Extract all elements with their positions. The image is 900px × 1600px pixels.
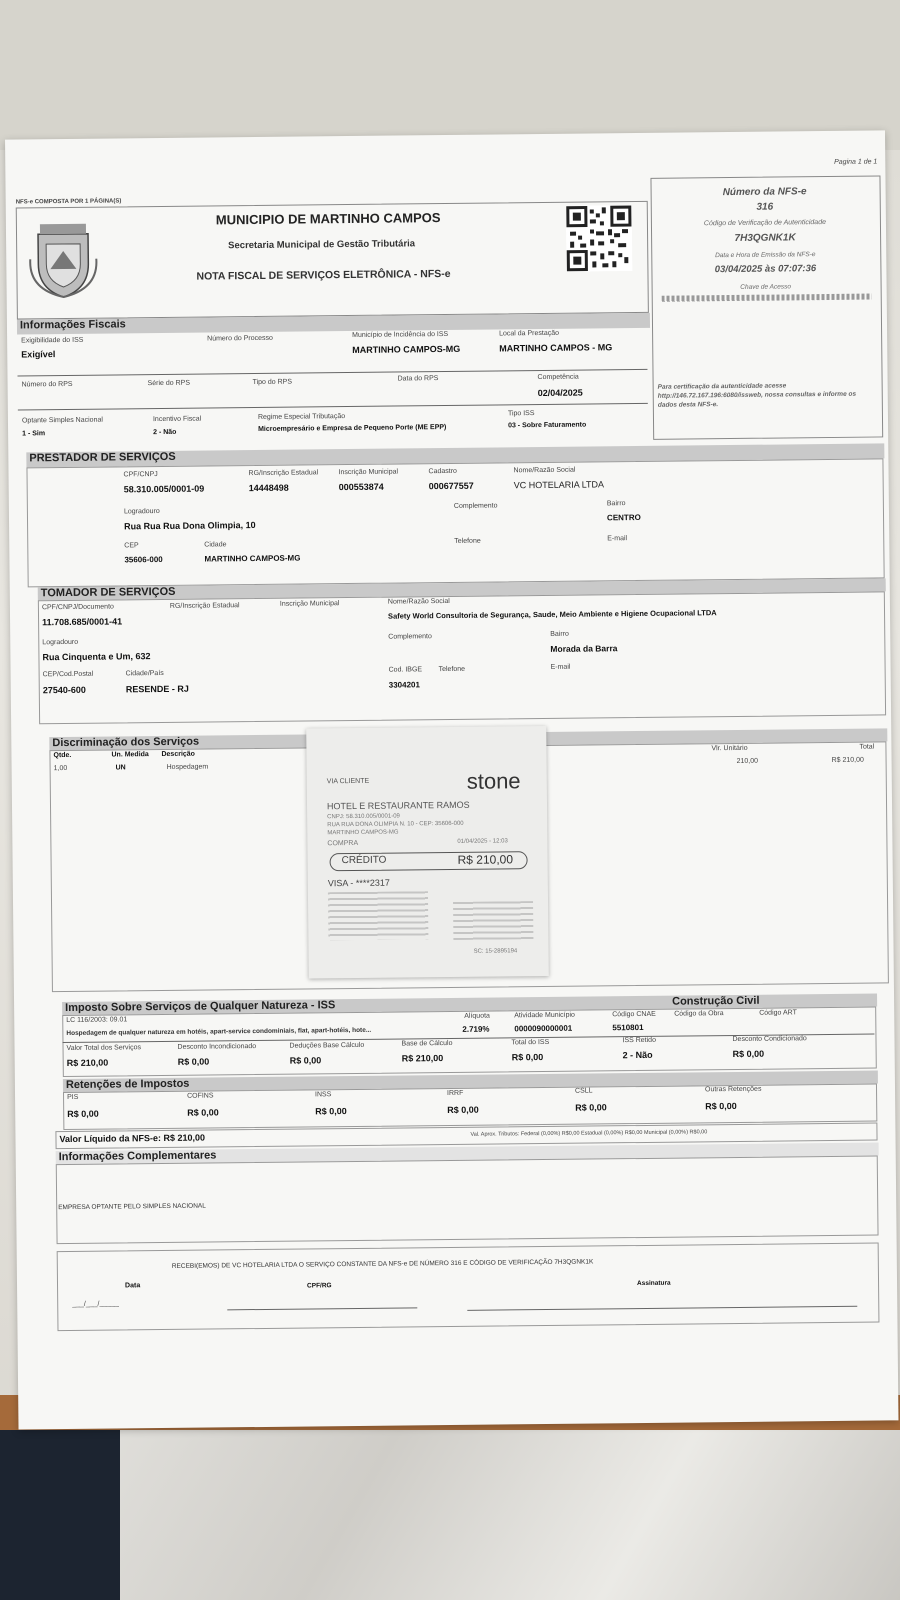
iss-ded-value: R$ 0,00 bbox=[289, 1055, 322, 1066]
iss-total-label: Total do ISS bbox=[511, 1038, 550, 1047]
tipo-iss-value: 03 - Sobre Faturamento bbox=[508, 421, 587, 430]
section-complementares: Informações Complementares bbox=[56, 1143, 879, 1165]
page-info: Pagina 1 de 1 bbox=[834, 158, 878, 166]
col-qtde: Qtde. bbox=[53, 751, 72, 760]
row-unit: 210,00 bbox=[736, 757, 759, 765]
incentivo-value: 2 - Não bbox=[153, 428, 177, 437]
prestador-logradouro-value: Rua Rua Rua Dona Olimpia, 10 bbox=[124, 520, 256, 532]
tomador-logradouro-label: Logradouro bbox=[42, 638, 79, 647]
certification-note: Para certificação da autenticidade acesse http://146.72.167.196:6080/issweb, nossa consultas e informe os dados desta NFS-e. bbox=[657, 382, 857, 409]
emission-value: 03/04/2025 às 07:07:36 bbox=[714, 263, 817, 276]
prestador-im-label: Inscrição Municipal bbox=[338, 468, 399, 477]
tomador-nome-value: Safety World Consultoria de Segurança, Saude, Meio Ambiente e Higiene Ocupacional LTDA bbox=[387, 608, 717, 621]
prestador-rg-value: 14448498 bbox=[248, 482, 289, 494]
recibo-text: RECEBI(EMOS) DE VC HOTELARIA LTDA O SERVIÇO CONSTANTE DA NFS-e DE NÚMERO 316 E CÓDIGO DE VERIFICAÇÃO 7H3QGNK1K bbox=[171, 1258, 594, 1270]
prestador-cadastro-label: Cadastro bbox=[428, 467, 457, 476]
section-retencoes: Retenções de Impostos bbox=[63, 1071, 878, 1093]
tomador-cpf-value: 11.708.685/0001-41 bbox=[42, 616, 123, 628]
tomador-logradouro-value: Rua Cinquenta e Um, 632 bbox=[42, 651, 151, 663]
regime-label: Regime Especial Tributação bbox=[257, 413, 346, 421]
ret-inss-label: INSS bbox=[315, 1091, 332, 1099]
wall-background bbox=[0, 0, 900, 150]
iss-obra-label: Código da Obra bbox=[674, 1010, 724, 1018]
row-total: R$ 210,00 bbox=[831, 756, 864, 764]
row-desc: Hospedagem bbox=[166, 763, 209, 771]
prestador-cadastro-value: 000677557 bbox=[428, 480, 474, 492]
iss-atividade-value: 0000090000001 bbox=[514, 1023, 573, 1034]
local-value: MARTINHO CAMPOS - MG bbox=[499, 342, 613, 354]
prestador-cep-label: CEP bbox=[124, 542, 139, 550]
prestador-rg-label: RG/Inscrição Estadual bbox=[248, 469, 319, 478]
prestador-bairro-value: CENTRO bbox=[606, 512, 641, 523]
exig-label: Exigibilidade do ISS bbox=[21, 336, 84, 345]
prestador-cidade-label: Cidade bbox=[204, 541, 227, 549]
receipt-fine-print-right bbox=[453, 901, 533, 940]
tomador-rg-label: RG/Inscrição Estadual bbox=[169, 602, 240, 610]
coat-of-arms-icon bbox=[28, 219, 99, 300]
incentivo-label: Incentivo Fiscal bbox=[152, 415, 202, 424]
prestador-nome-label: Nome/Razão Social bbox=[513, 466, 576, 475]
tipo-iss-label: Tipo ISS bbox=[507, 410, 535, 418]
municipality-title: MUNICIPIO DE MARTINHO CAMPOS bbox=[215, 210, 441, 228]
competencia-value: 02/04/2025 bbox=[537, 387, 583, 399]
rps-data-label: Data do RPS bbox=[397, 375, 439, 383]
tomador-cpf-label: CPF/CNPJ/Documento bbox=[41, 603, 114, 612]
receipt-credit-label: CRÉDITO bbox=[341, 854, 387, 867]
doc-title: NOTA FISCAL DE SERVIÇOS ELETRÔNICA - NFS-e bbox=[196, 267, 451, 283]
prestador-nome-value: VC HOTELARIA LTDA bbox=[513, 479, 605, 491]
mun-inc-label: Município de Incidência do ISS bbox=[352, 330, 449, 339]
simples-label: Optante Simples Nacional bbox=[21, 416, 103, 425]
ret-cofins-label: COFINS bbox=[187, 1092, 214, 1100]
iss-vts-label: Valor Total dos Serviços bbox=[66, 1044, 142, 1053]
receipt-bottom: SC: 15-2895194 bbox=[473, 948, 518, 955]
recibo-date-blank: ___/___/_____ bbox=[72, 1300, 119, 1308]
tomador-bairro-label: Bairro bbox=[550, 630, 569, 638]
tomador-bairro-value: Morada da Barra bbox=[550, 643, 618, 654]
nfse-label: Número da NFS-e bbox=[722, 186, 807, 199]
tomador-nome-label: Nome/Razão Social bbox=[387, 597, 450, 606]
iss-dinc-label: Desconto Incondicionado bbox=[177, 1043, 257, 1051]
recibo-assinatura-label: Assinatura bbox=[637, 1279, 671, 1288]
tomador-cidade-label: Cidade/País bbox=[125, 669, 164, 678]
tomador-ibge-value: 3304201 bbox=[388, 680, 420, 690]
recibo-data-label: Data bbox=[124, 1282, 141, 1290]
prestador-email-label: E-mail bbox=[607, 535, 628, 543]
tomador-telefone-label: Telefone bbox=[438, 665, 466, 674]
iss-ded-label: Deduções Base Cálculo bbox=[289, 1041, 365, 1050]
iss-atividade-label: Atividade Município bbox=[514, 1011, 575, 1020]
iss-cnae-value: 5510801 bbox=[612, 1022, 644, 1033]
tomador-cep-label: CEP/Cod.Postal bbox=[42, 670, 94, 679]
row-un: UN bbox=[115, 764, 126, 772]
dark-object bbox=[0, 1430, 120, 1600]
rps-tipo-label: Tipo do RPS bbox=[252, 378, 293, 387]
prestador-cep-value: 35606-000 bbox=[124, 554, 163, 565]
ret-pis-value: R$ 0,00 bbox=[67, 1108, 99, 1120]
recibo-box bbox=[57, 1243, 880, 1332]
ret-pis-label: PIS bbox=[67, 1093, 79, 1102]
ret-irrf-value: R$ 0,00 bbox=[447, 1104, 479, 1116]
verif-label: Código de Verificação de Autenticidade bbox=[703, 219, 827, 228]
section-servicos: Discriminação dos Serviços bbox=[49, 728, 887, 750]
qr-code-icon bbox=[566, 205, 633, 272]
iss-right-title: Construção Civil bbox=[672, 994, 760, 1008]
mun-inc-value: MARTINHO CAMPOS-MG bbox=[352, 343, 461, 355]
iss-vts-value: R$ 210,00 bbox=[66, 1057, 109, 1069]
tomador-cep-value: 27540-600 bbox=[42, 684, 86, 696]
receipt-line1: CNPJ: 58.310.005/0001-09 bbox=[327, 813, 400, 821]
ret-cofins-value: R$ 0,00 bbox=[187, 1107, 219, 1118]
rps-num-label: Número do RPS bbox=[21, 380, 73, 389]
tomador-im-label: Inscrição Municipal bbox=[279, 600, 340, 608]
divider bbox=[18, 403, 648, 411]
iss-dcond-value: R$ 0,00 bbox=[732, 1048, 765, 1060]
ret-inss-value: R$ 0,00 bbox=[315, 1106, 347, 1117]
iss-retido-value: 2 - Não bbox=[622, 1049, 653, 1061]
ret-csll-value: R$ 0,00 bbox=[575, 1102, 607, 1113]
receipt-card: VISA - ****2317 bbox=[327, 877, 390, 889]
prestador-logradouro-label: Logradouro bbox=[123, 508, 160, 516]
col-total: Total bbox=[859, 743, 875, 751]
receipt-datetime: 01/04/2025 - 12:03 bbox=[457, 838, 508, 845]
iss-base-value: R$ 210,00 bbox=[401, 1053, 444, 1064]
col-descricao: Descrição bbox=[161, 750, 195, 759]
invoice-paper bbox=[5, 130, 898, 1429]
tomador-complemento-label: Complemento bbox=[388, 633, 432, 641]
iss-title: Imposto Sobre Serviços de Qualquer Natureza - ISS bbox=[65, 999, 336, 1015]
receipt-line3: MARTINHO CAMPOS-MG bbox=[327, 829, 399, 837]
iss-cnae-label: Código CNAE bbox=[612, 1010, 656, 1019]
section-tomador: TOMADOR DE SERVIÇOS bbox=[38, 578, 886, 600]
receipt-via: VIA CLIENTE bbox=[326, 777, 370, 786]
processo-label: Número do Processo bbox=[207, 334, 273, 343]
prestador-telefone-label: Telefone bbox=[454, 537, 481, 545]
complementares-text: EMPRESA OPTANTE PELO SIMPLES NACIONAL bbox=[58, 1202, 206, 1212]
tomador-cidade-value: RESENDE - RJ bbox=[125, 683, 189, 695]
iss-dinc-value: R$ 0,00 bbox=[177, 1056, 210, 1067]
iss-desc: Hospedagem de qualquer natureza em hotéis, apart-service condominiais, flat, apart-hotéis, hote... bbox=[66, 1026, 372, 1038]
receipt-merchant: HOTEL E RESTAURANTE RAMOS bbox=[326, 799, 470, 812]
nfse-number: 316 bbox=[756, 201, 774, 213]
floor bbox=[0, 1430, 900, 1600]
competencia-label: Competência bbox=[537, 373, 579, 382]
ret-outras-value: R$ 0,00 bbox=[705, 1100, 737, 1112]
exig-value: Exigível bbox=[21, 349, 56, 360]
prestador-cidade-value: MARTINHO CAMPOS-MG bbox=[204, 553, 301, 564]
col-vlr-unitario: Vlr. Unitário bbox=[711, 744, 748, 753]
tributos-aprox: Val. Aprox. Tributos: Federal (0,00%) R$0,00 Estadual (0,00%) R$0,00 Municipal (0,00%) R$0,00 bbox=[470, 1129, 708, 1138]
receipt-compra: COMPRA bbox=[327, 839, 359, 848]
tomador-ibge-label: Cod. IBGE bbox=[388, 666, 423, 674]
receipt-fine-print bbox=[328, 891, 428, 940]
prestador-bairro-label: Bairro bbox=[606, 500, 626, 508]
iss-base-label: Base de Cálculo bbox=[401, 1039, 453, 1048]
rps-serie-label: Série do RPS bbox=[147, 379, 191, 388]
ret-irrf-label: IRRF bbox=[447, 1089, 464, 1098]
recibo-cpf-label: CPF/RG bbox=[307, 1282, 332, 1290]
iss-total-value: R$ 0,00 bbox=[511, 1052, 544, 1063]
row-qtde: 1,00 bbox=[53, 764, 68, 773]
receipt-amount: R$ 210,00 bbox=[457, 852, 514, 867]
receipt-line2: RUA RUA DONA OLIMPIA N. 10 - CEP: 35606-000 bbox=[327, 820, 464, 829]
access-label: Chave de Acesso bbox=[740, 283, 792, 291]
valor-liquido: Valor Líquido da NFS-e: R$ 210,00 bbox=[59, 1132, 206, 1145]
local-label: Local da Prestação bbox=[499, 329, 560, 338]
iss-lc: LC 116/2003: 09.01 bbox=[66, 1016, 128, 1025]
iss-aliquota-label: Alíquota bbox=[464, 1012, 490, 1020]
col-un: Un. Medida bbox=[111, 751, 149, 759]
simples-value: 1 - Sim bbox=[22, 430, 46, 438]
complementares-box bbox=[56, 1156, 879, 1245]
section-prestador: PRESTADOR DE SERVIÇOS bbox=[26, 443, 884, 467]
tomador-email-label: E-mail bbox=[550, 663, 571, 671]
ret-csll-label: CSLL bbox=[574, 1087, 593, 1095]
iss-art-label: Código ART bbox=[759, 1009, 797, 1017]
section-informacoes-fiscais: Informações Fiscais bbox=[17, 313, 650, 335]
prestador-im-value: 000553874 bbox=[338, 481, 384, 493]
prestador-complemento-label: Complemento bbox=[453, 502, 498, 510]
regime-value: Microempresário e Empresa de Pequeno Porte (ME EPP) bbox=[258, 424, 447, 433]
emission-label: Data e Hora de Emissão da NFS-e bbox=[715, 251, 816, 260]
iss-retido-label: ISS Retido bbox=[622, 1036, 656, 1045]
prestador-cpf-label: CPF/CNPJ bbox=[123, 471, 158, 479]
iss-dcond-label: Desconto Condicionado bbox=[732, 1035, 807, 1044]
secretaria: Secretaria Municipal de Gestão Tributária bbox=[228, 238, 416, 252]
prestador-cpf-value: 58.310.005/0001-09 bbox=[123, 483, 205, 495]
receipt-brand: stone bbox=[466, 768, 521, 794]
composed-note: NFS-e COMPOSTA POR 1 PÁGINA(S) bbox=[15, 198, 122, 206]
ret-outras-label: Outras Retenções bbox=[704, 1085, 762, 1094]
verif-code: 7H3QGNK1K bbox=[734, 232, 796, 244]
iss-aliquota-value: 2.719% bbox=[462, 1024, 490, 1034]
stone-receipt bbox=[306, 726, 549, 978]
